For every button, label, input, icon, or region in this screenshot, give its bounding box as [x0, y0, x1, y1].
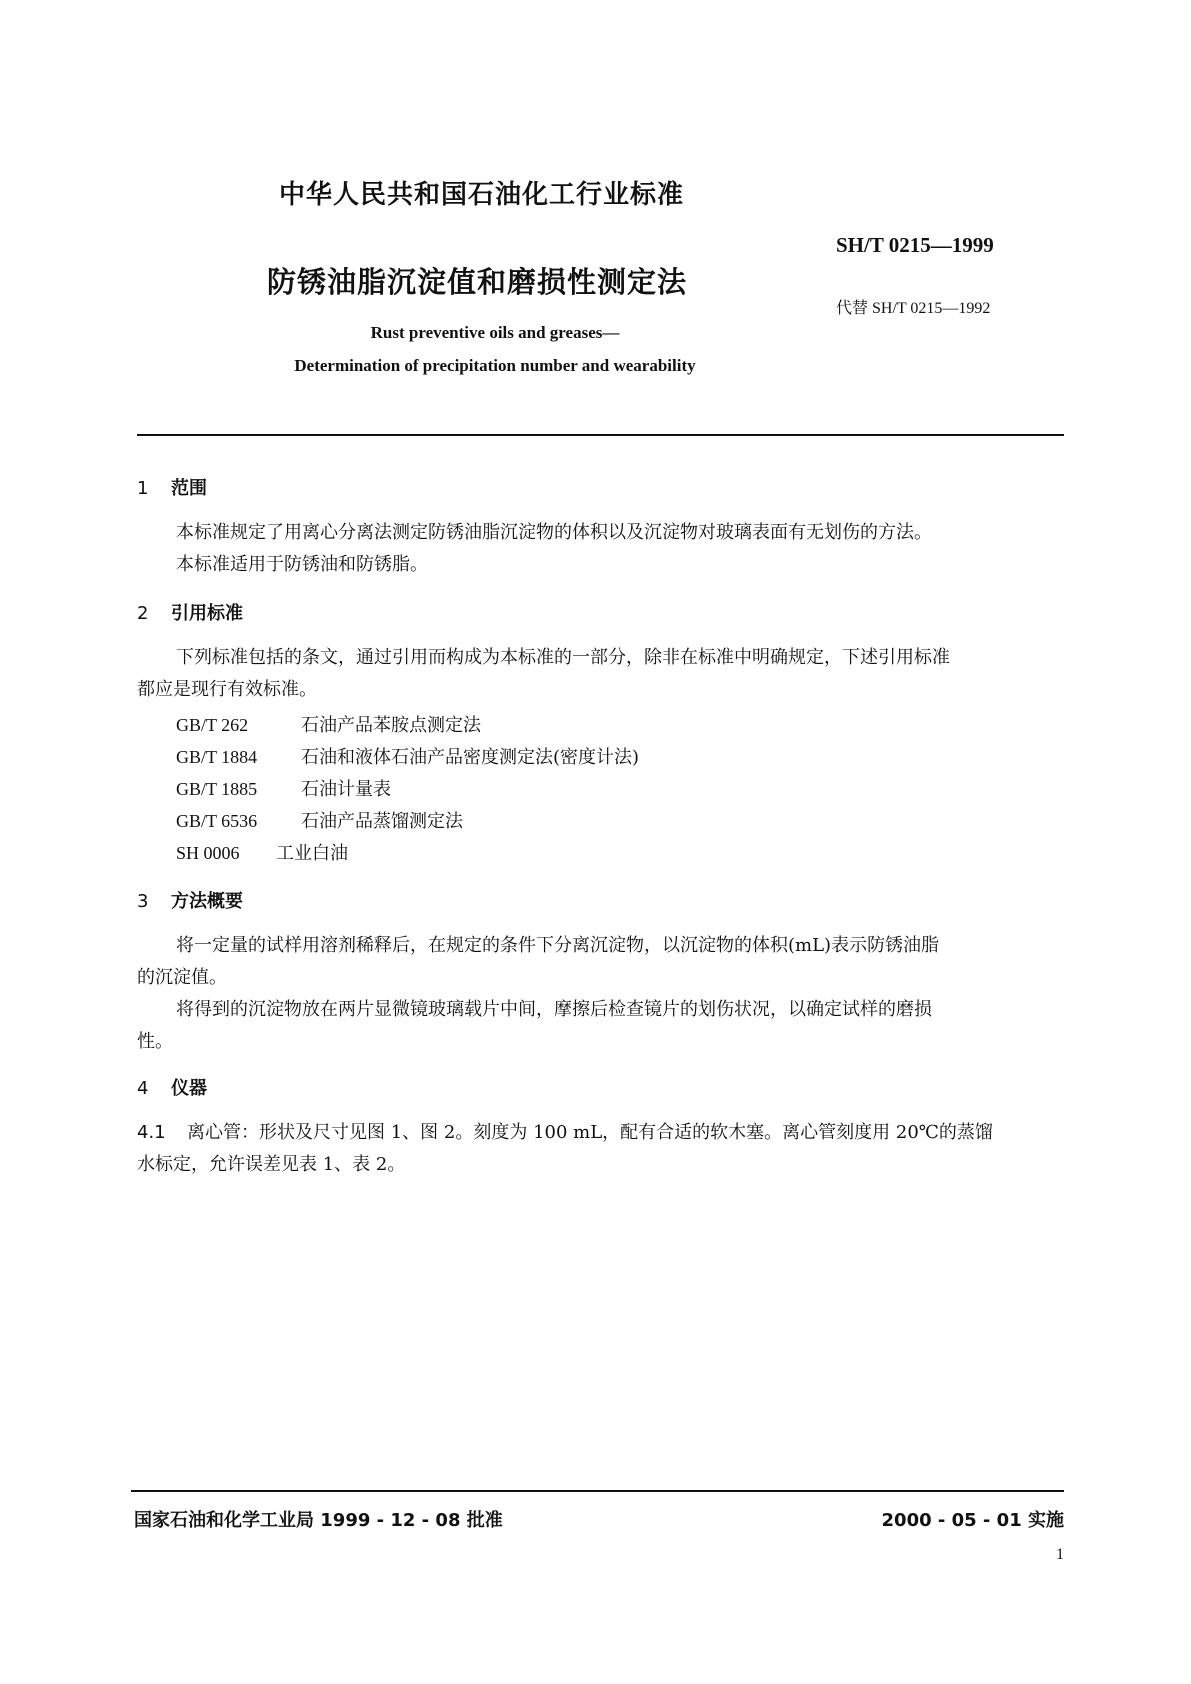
- section-number: 4: [137, 1078, 149, 1099]
- reference-name: 石油计量表: [301, 779, 391, 800]
- document-title-en-line2: Determination of precipitation number and wearability: [294, 356, 696, 375]
- subsection-text: 离心管：形状及尺寸见图 1、图 2。刻度为 100 mL，配有合适的软木塞。离心管刻度用 20℃的蒸馏: [187, 1122, 993, 1143]
- section-title: 仪器: [171, 1078, 207, 1099]
- subsection-4-1-line-1: [137, 1117, 993, 1149]
- standard-number: SH/T 0215—1999: [836, 233, 994, 257]
- header-divider: [137, 434, 1064, 436]
- section-1-heading: [137, 474, 207, 500]
- reference-code: SH 0006: [176, 843, 240, 863]
- reference-name: 石油产品蒸馏测定法: [301, 811, 463, 832]
- section-2-paragraph-line-1: 下列标准包括的条文，通过引用而构成为本标准的一部分，除非在标准中明确规定，下述引用标准: [176, 647, 950, 668]
- issuing-organization: 中华人民共和国石油化工行业标准: [279, 180, 685, 210]
- reference-item: [176, 807, 463, 833]
- section-3-paragraph-2-line-2: 性。: [137, 1031, 173, 1052]
- section-2-heading: [137, 599, 243, 625]
- reference-code: GB/T 1884: [176, 747, 258, 767]
- reference-item: [176, 711, 481, 737]
- section-1-paragraph-2: 本标准适用于防锈油和防锈脂。: [176, 554, 428, 575]
- reference-name: 石油和液体石油产品密度测定法(密度计法): [301, 747, 640, 768]
- section-title: 范围: [171, 478, 207, 499]
- section-2-paragraph-line-2: 都应是现行有效标准。: [137, 679, 317, 700]
- approval-date: 国家石油和化学工业局 1999 - 12 - 08 批准: [134, 1510, 503, 1531]
- effective-date: 2000 - 05 - 01 实施: [881, 1510, 1064, 1531]
- reference-name: 石油产品苯胺点测定法: [301, 715, 481, 736]
- section-1-paragraph-1: 本标准规定了用离心分离法测定防锈油脂沉淀物的体积以及沉淀物对玻璃表面有无划伤的方法。: [176, 522, 932, 543]
- reference-name: 工业白油: [276, 843, 348, 864]
- reference-item: [176, 743, 639, 769]
- reference-code: GB/T 6536: [176, 811, 258, 831]
- section-title: 方法概要: [171, 891, 243, 912]
- reference-item: [176, 775, 391, 801]
- section-4-heading: [137, 1074, 207, 1100]
- replaces-standard: 代替 SH/T 0215—1992: [836, 300, 991, 317]
- section-3-heading: [137, 887, 243, 913]
- page-number: 1: [1056, 1546, 1064, 1563]
- section-3-paragraph-2-line-1: 将得到的沉淀物放在两片显微镜玻璃载片中间，摩擦后检查镜片的划伤状况，以确定试样的磨损: [176, 999, 932, 1020]
- reference-item: [176, 839, 348, 865]
- reference-code: GB/T 262: [176, 715, 249, 735]
- subsection-number: 4.1: [137, 1122, 166, 1143]
- document-title-en-line1: Rust preventive oils and greases—: [370, 323, 620, 342]
- section-number: 3: [137, 891, 149, 912]
- section-number: 1: [137, 478, 149, 499]
- footer-divider: [131, 1490, 1064, 1492]
- document-title-cn: 防锈油脂沉淀值和磨损性测定法: [267, 265, 688, 299]
- reference-code: GB/T 1885: [176, 779, 258, 799]
- section-3-paragraph-1-line-1: 将一定量的试样用溶剂稀释后，在规定的条件下分离沉淀物，以沉淀物的体积(mL)表示防锈油脂: [176, 935, 940, 956]
- section-3-paragraph-1-line-2: 的沉淀值。: [137, 967, 227, 988]
- section-number: 2: [137, 603, 149, 624]
- section-title: 引用标准: [171, 603, 243, 624]
- subsection-4-1-line-2: 水标定，允许误差见表 1、表 2。: [137, 1154, 406, 1175]
